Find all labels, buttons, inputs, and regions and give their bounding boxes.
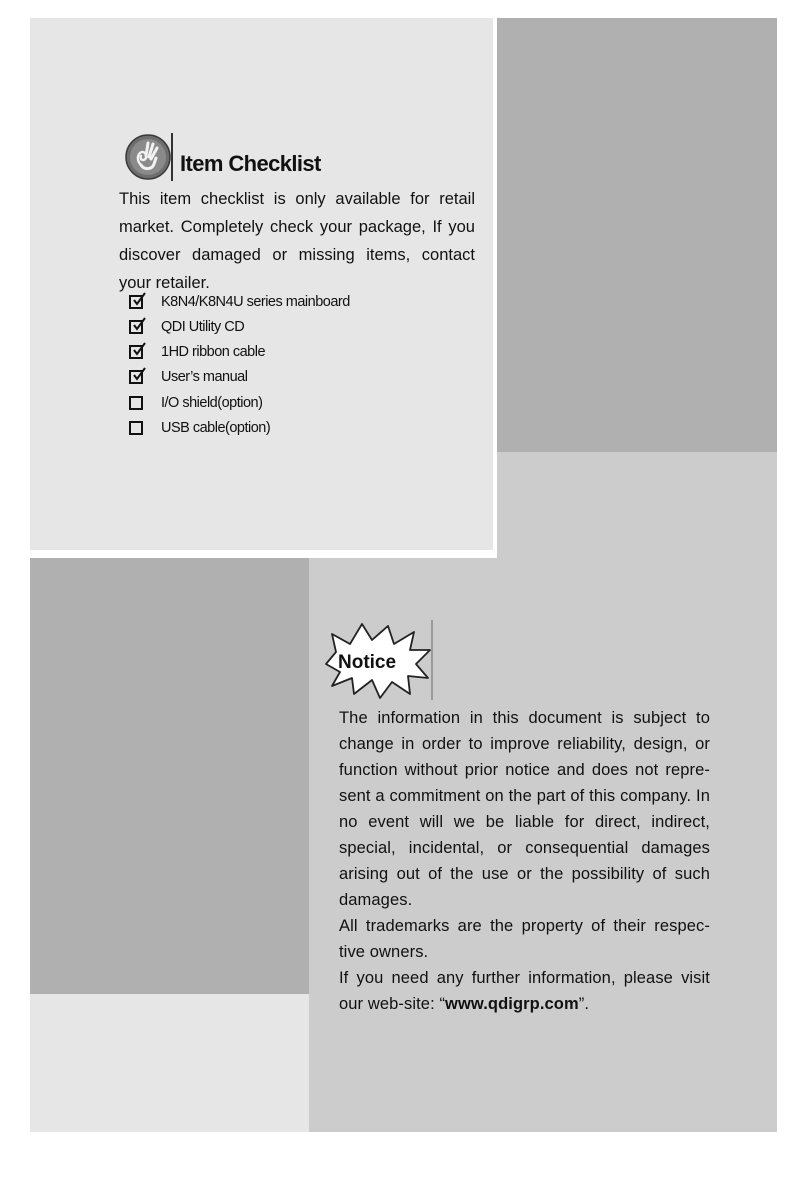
checklist-item xyxy=(129,393,262,413)
checklist-item-label: QDI Utility CD xyxy=(161,319,245,335)
notice-label: Notice xyxy=(338,652,397,673)
checked-box-icon xyxy=(129,320,143,334)
website-link[interactable]: www.qdigrp.com xyxy=(445,995,579,1013)
unchecked-box-icon xyxy=(129,396,143,410)
checklist-item xyxy=(129,292,350,312)
checklist-item-label: I/O shield(option) xyxy=(161,395,263,411)
notice-paragraph: The information in this document is subject to change in order to improve reliability, design, or function without prior notice and does not repre-sent a commitment on the part of this company. In no event will we be liable for direct, indirect, special, incidental, or consequential damages arising out of the use or the possibility of such damages. xyxy=(339,709,710,909)
checklist-item-label: 1HD ribbon cable xyxy=(161,344,266,360)
checklist-item xyxy=(129,367,247,387)
unchecked-box-icon xyxy=(129,421,143,435)
checklist-item xyxy=(129,418,270,438)
notice-badge xyxy=(318,620,434,700)
checklist-item xyxy=(129,317,244,337)
ok-hand-icon xyxy=(125,134,171,180)
checked-box-icon xyxy=(129,345,143,359)
website-suffix: ”. xyxy=(578,995,590,1013)
checked-box-icon xyxy=(129,370,143,384)
checklist-item-label: USB cable(option) xyxy=(161,420,271,436)
checklist-title: Item Checklist xyxy=(180,151,321,176)
background-block-left-bottom xyxy=(30,994,309,1132)
trademark-paragraph: All trademarks are the property of their respec-tive owners. xyxy=(339,917,710,961)
checklist-intro: This item checklist is only available for retail market. Completely check your package, If you discover damaged or missing items, contact your retailer. xyxy=(119,190,475,292)
background-block-mid-right xyxy=(497,452,777,558)
checklist-item-label: User’s manual xyxy=(161,369,248,385)
website-paragraph xyxy=(339,965,710,1017)
background-block-left-mid xyxy=(30,558,309,994)
website-prefix: If you need any further information, please visit our web-site: “ xyxy=(339,969,710,1013)
checklist-item-label: K8N4/K8N4U series mainboard xyxy=(161,294,350,310)
checklist-item xyxy=(129,342,265,362)
title-divider xyxy=(171,133,173,181)
notice-text xyxy=(339,705,710,1017)
background-block-top-right xyxy=(497,18,777,452)
checked-box-icon xyxy=(129,295,143,309)
